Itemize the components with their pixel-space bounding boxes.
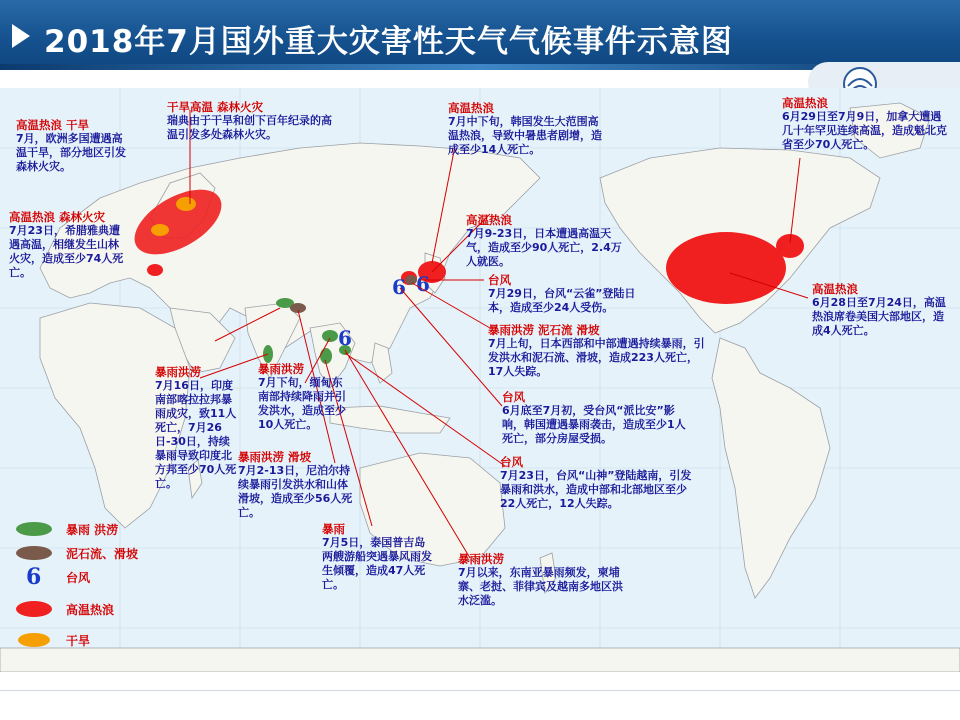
heat-ellipse-icon bbox=[16, 601, 52, 617]
event-label-europe: 高温热浪 干旱 7月，欧洲多国遭遇高温干旱，部分地区引发森林火灾。 bbox=[16, 118, 126, 173]
rain-ellipse-icon bbox=[16, 522, 52, 536]
typhoon-icon: 6 bbox=[392, 275, 406, 299]
typhoon-icon: 6 bbox=[416, 272, 430, 296]
event-label-myanmar-rain: 暴雨洪涝 7月下旬，缅甸东南部持续降雨并引发洪水，造成至少10人死亡。 bbox=[258, 362, 346, 431]
event-label-typhoon-jongdari: 台风 7月29日，台风“云雀”登陆日本，造成至少24人受伤。 bbox=[488, 273, 636, 314]
heat-ellipse-icon bbox=[776, 234, 804, 258]
heat-ellipse-icon bbox=[124, 176, 232, 267]
event-label-typhoon-sontinh: 台风 7月23日，台风“山神”登陆越南，引发暴雨和洪水，造成中部和北部地区至少22人死亡，12人失踪。 bbox=[500, 455, 692, 510]
heat-ellipse-icon bbox=[147, 264, 163, 276]
drought-ellipse-icon bbox=[151, 224, 169, 236]
typhoon-icon: 6 bbox=[338, 326, 352, 350]
title-arrow-icon bbox=[12, 24, 30, 48]
event-label-japan-heat: 高温热浪 7月9-23日，日本遭遇高温天气，造成至少90人死亡，2.4万人就医。 bbox=[466, 213, 622, 268]
rain-ellipse-icon bbox=[322, 330, 338, 342]
drought-ellipse-icon bbox=[18, 633, 50, 647]
event-label-korea-heat: 高温热浪 7月中下旬，韩国发生大范围高温热浪，导致中暑患者剧增，造成至少14人死亡。 bbox=[448, 101, 602, 156]
drought-ellipse-icon bbox=[176, 197, 196, 211]
heat-ellipse-icon bbox=[666, 232, 786, 304]
event-label-greece: 高温热浪 森林火灾 7月23日，希腊雅典遭遇高温，相继发生山林火灾，造成至少74人死亡。 bbox=[9, 210, 124, 279]
event-label-usa-heat: 高温热浪 6月28日至7月24日，高温热浪席卷美国大部地区，造成4人死亡。 bbox=[812, 282, 946, 337]
legend-item-heat: 高温热浪 bbox=[12, 598, 172, 620]
event-label-sweden: 干旱高温 森林火灾 瑞典由于干旱和创下百年纪录的高温引发多处森林火灾。 bbox=[167, 100, 332, 141]
legend-item-landslide: 泥石流、滑坡 bbox=[12, 542, 172, 564]
legend-item-rain: 暴雨 洪涝 bbox=[12, 518, 172, 540]
legend-item-drought: 干旱 bbox=[12, 629, 172, 651]
title-bar bbox=[0, 0, 960, 70]
landslide-ellipse-icon bbox=[16, 546, 52, 560]
page-title: 2018年7月国外重大灾害性天气气候事件示意图 bbox=[44, 24, 733, 60]
typhoon-icon: 6 bbox=[26, 564, 42, 588]
event-label-japan-rain: 暴雨洪涝 泥石流 滑坡 7月上旬，日本西部和中部遭遇持续暴雨，引发洪水和泥石流、滑坡，造成223人死亡，17人失踪。 bbox=[488, 323, 705, 378]
event-label-nepal-rain: 暴雨洪涝 滑坡 7月2-13日，尼泊尔持续暴雨引发洪水和山体滑坡，造成至少56人死亡。 bbox=[238, 450, 353, 519]
event-label-typhoon-prapiroon: 台风 6月底至7月初，受台风“派比安”影响，韩国遭遇暴雨袭击，造成至少1人死亡，部分房屋受损。 bbox=[502, 390, 686, 445]
event-label-seasia-rain: 暴雨洪涝 7月以来，东南亚暴雨频发，柬埔寨、老挝、菲律宾及越南多地区洪水泛滥。 bbox=[458, 552, 623, 607]
event-label-canada-heat: 高温热浪 6月29日至7月9日，加拿大遭遇几十年罕见连续高温，造成魁北克省至少70人死亡。 bbox=[782, 96, 947, 151]
event-label-india-rain: 暴雨洪涝 7月16日，印度南部喀拉拉邦暴雨成灾，致11人死亡，7月26日-30日，持续暴雨导致印度北方邦至少70人死亡。 bbox=[155, 365, 237, 490]
legend-item-typhoon: 6 台风 bbox=[26, 564, 91, 588]
footer-divider bbox=[0, 690, 960, 691]
event-label-thailand-rain: 暴雨 7月5日，泰国普吉岛两艘游船突遇暴风雨发生倾覆，造成47人死亡。 bbox=[322, 522, 432, 591]
